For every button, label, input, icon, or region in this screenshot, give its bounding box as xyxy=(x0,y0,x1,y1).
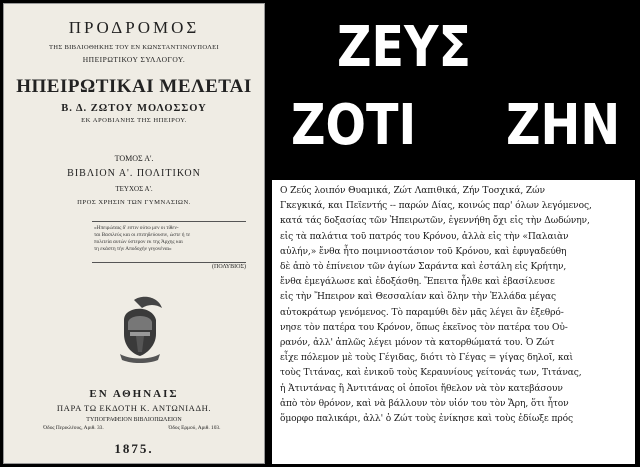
title-page-addresses xyxy=(4,425,264,431)
excerpt-line: Γκεγκικά, και Πεϊεντής -- παρών Δίας, κοινώς παρ' όλων λεγόμενος, xyxy=(280,201,592,212)
excerpt-line: κατά τάς δοξασίας τῶν Ἠπειρωτῶν, ἐγεννήθη ὄχι εἰς τὴν Δωδώνην, xyxy=(280,216,590,227)
epigraph-line: τη εκάστη τήν Αποδοχήν γεγονέναι» xyxy=(94,246,172,252)
headline-zeus: ΖΕΥΣ xyxy=(337,15,472,80)
title-page-subheading-library: ΤΗΣ ΒΙΒΛΙΟΘΗΚΗΣ ΤΟΥ ΕΝ ΚΩΝΣΤΑΝΤΙΝΟΥΠΟΛΕΙ xyxy=(48,44,220,51)
title-page-printer: ΤΥΠΟΓΡΑΦΕΙΟΝ ΒΙΒΛΙΟΠΩΛΕΙΟΝ xyxy=(86,417,182,423)
title-page-publisher: ΠΑΡΑ ΤΩ ΕΚΔΟΤΗ Κ. ΑΝΤΩΝΙΑΔΗ. xyxy=(56,403,212,413)
excerpt-line: ρανόν, ἀλλ' ἁπλῶς λέγει μόνον τὰ κατορθώματά του. Ὁ Ζώτ xyxy=(280,338,555,349)
excerpt-line: ἡ Ἀτιντάνας ἢ Ἀντιτάνας οἱ ὁποῖοι ἤθελον νὰ τὸν κατεβάσουν xyxy=(280,383,563,394)
excerpt-line: εἰς τὰ παλάτια τοῦ πατρός του Κρόνου, ἀλλὰ εἰς τὴν «Παλαιὰν xyxy=(280,231,569,242)
headline-zin: ZHN xyxy=(506,93,621,158)
excerpt-line: ἀπὸ τὸν θρόνον, καὶ νὰ βάλλουν τὸν υἱόν του τὸν Ἄρη, ὅτι ἦτον xyxy=(280,398,569,409)
title-page-subheading-society: ΗΠΕΙΡΩΤΙΚΟΥ ΣΥΛΛΟΓΟΥ. xyxy=(82,55,186,64)
excerpt-line: ἔνθα ἐμεγάλωσε καὶ ἐδοξάσθη. Ἔπειτα ἦλθε καὶ ἐβασίλευσε xyxy=(280,277,555,288)
title-page-volume: ΤΟΜΟΣ Α'. xyxy=(114,154,154,163)
title-page-author: Β. Δ. ΖΩΤΟΥ ΜΟΛΟΣΣΟΥ xyxy=(61,103,207,114)
headline-zoti: ZOTI xyxy=(291,93,417,158)
address-left: Όδος Περικλέους, Αριθ. 33. xyxy=(43,425,104,431)
excerpt-line: ὅμορφο παλικάρι, ἀλλ' ὁ Ζώτ τοὺς ἐνίκησε καὶ τοὺς ἐδίωξε πρός xyxy=(280,414,573,425)
title-page-author-origin: ΕΚ ΑΡΟΒΙΑΝΗΣ ΤΗΣ ΗΠΕΙΡΟΥ. xyxy=(81,117,187,124)
excerpt-line: αὐλήν,» ἔνθα ἦτο ποιμνιοστάσιον τοῦ Κρόνου, καὶ ἐφυγαδεύθη xyxy=(280,246,567,257)
book-title-page xyxy=(3,3,265,464)
title-page-main-title: ΗΠΕΙΡΩΤΙΚΑΙ ΜΕΛΕΤΑΙ xyxy=(16,76,252,97)
title-page-epigraph xyxy=(92,221,246,263)
excerpt-line: νησε τὸν πατέρα του Κρόνον, ὅπως ἐκεῖνος τὸν πατέρα του Οὐ- xyxy=(280,322,568,333)
title-page-city: ΕΝ ΑΘΗΝΑΙΣ xyxy=(89,388,179,400)
epigraph-line: ται Βασιλεύς και οι επιτηδεύουσιν, ώστε ή τε xyxy=(94,232,191,238)
excerpt-line: αὐτοκράτωρ γενόμενος. Τὸ παραμύθι δὲν μᾶς λέγει ἂν ἐξεθρό- xyxy=(280,307,564,318)
helmet-emblem-icon xyxy=(112,294,168,364)
title-page-book: ΒΙΒΛΙΟΝ Α'. ΠΟΛΙΤΙΚΟΝ xyxy=(67,168,201,179)
excerpt-line: Ο Ζεύς λοιπόν Θυαμικά, Ζώτ Λαπιθικά, Ζήν Τοσχικά, Ζών xyxy=(280,186,545,196)
address-right: Όδος Ερμού, Αριθ. 103. xyxy=(168,425,221,431)
excerpt-line: εἰς τὴν Ἤπειρον καὶ Θεσσαλίαν καὶ ὅλην τὴν Ἑλλάδα μέγας xyxy=(280,292,556,303)
excerpt-line: τοὺς Τιτάνας, καὶ ἐνικοῦ τοὺς Κεραυνίους γείτονάς των, Τιτάνας, xyxy=(280,368,582,379)
epigraph-line: «Ηπειρώταις δ' εστιν ούτω μεν οι τίθεν- xyxy=(94,225,179,231)
title-page-purpose: ΠΡΟΣ ΧΡΗΣΙΝ ΤΩΝ ΓΥΜΝΑΣΙΩΝ. xyxy=(77,199,191,206)
epigraph-source: (ΠΟΛΥΒΙΟΣ) xyxy=(212,264,246,270)
epigraph-line: πολιτεία αυτών ύστερον εκ της Άρχης και xyxy=(94,239,183,245)
excerpt-line: εἶχε πόλεμον μὲ τοὺς Γέγιδας, διότι τὸ Γέγας = γίγας δηλοῖ, καὶ xyxy=(280,353,573,364)
excerpt-line: δὲ ἀπὸ τὸ ἐπίνειον τῶν ἁγίων Σαράντα καὶ ἐστάλη εἰς Κρήτην, xyxy=(280,262,567,273)
text-excerpt xyxy=(272,180,635,464)
title-page-year: 1875. xyxy=(114,441,154,456)
title-page-heading: ΠΡΟΔΡΟΜΟΣ xyxy=(68,18,200,37)
title-page-fascicle: ΤΕΥΧΟΣ Α'. xyxy=(115,185,153,193)
